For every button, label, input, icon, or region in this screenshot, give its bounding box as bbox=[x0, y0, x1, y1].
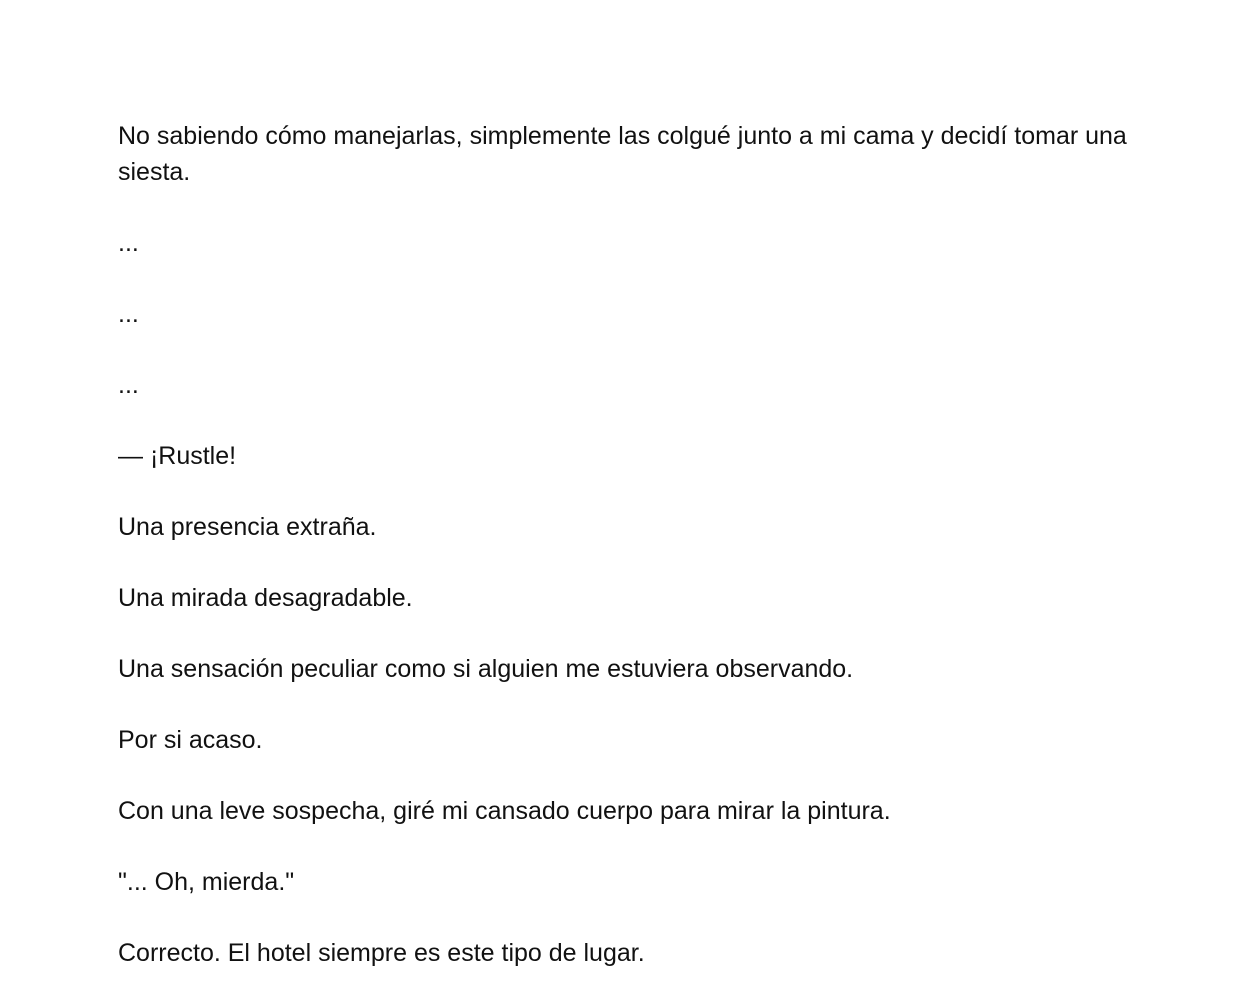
paragraph-6: Una presencia extraña. bbox=[118, 513, 377, 541]
paragraph-11: "... Oh, mierda." bbox=[118, 868, 295, 896]
paragraph-8: Una sensación peculiar como si alguien me estuviera observando. bbox=[118, 655, 854, 683]
document-page bbox=[118, 118, 1128, 971]
paragraph-3: ... bbox=[118, 300, 139, 328]
paragraph-10: Con una leve sospecha, giré mi cansado cuerpo para mirar la pintura. bbox=[118, 797, 891, 825]
paragraph-12: Correcto. El hotel siempre es este tipo de lugar. bbox=[118, 939, 645, 967]
paragraph-1: No sabiendo cómo manejarlas, simplemente las colgué junto a mi cama y decidí tomar una siesta. bbox=[118, 122, 1127, 186]
paragraph-5: — ¡Rustle! bbox=[118, 442, 237, 470]
paragraph-7: Una mirada desagradable. bbox=[118, 584, 413, 612]
paragraph-4: ... bbox=[118, 371, 139, 399]
paragraph-2: ... bbox=[118, 229, 139, 257]
paragraph-9: Por si acaso. bbox=[118, 726, 263, 754]
